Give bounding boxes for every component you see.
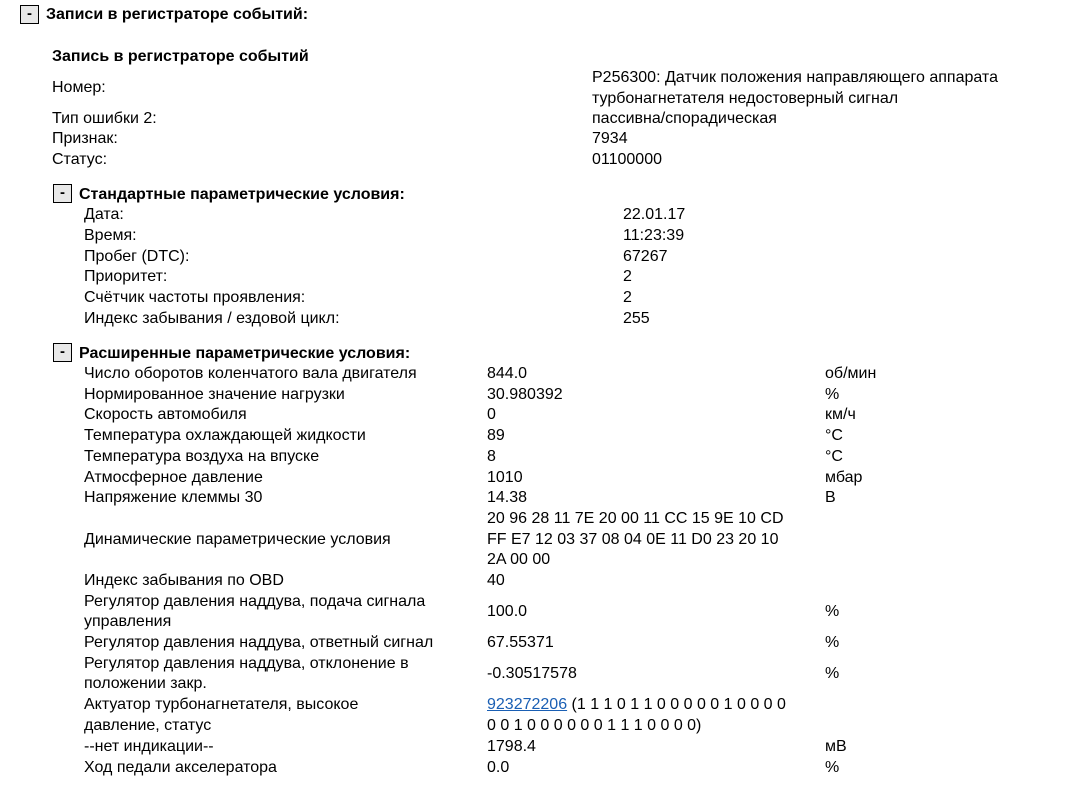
pedal-unit: %	[825, 759, 840, 776]
status-value: 01100000	[592, 151, 662, 168]
actuator-status-line1	[487, 696, 786, 714]
boost-signal-unit: %	[825, 603, 840, 620]
extended-row-unit: °C	[825, 448, 843, 465]
standard-row-label: Пробег (DTC):	[84, 248, 190, 265]
actuator-bits-1: (1 1 1 0 1 1 0 0 0 0 0 1 0 0 0 0	[567, 696, 786, 713]
extended-row-label: Напряжение клеммы 30	[84, 489, 263, 506]
standard-row-label: Индекс забывания / ездовой цикл:	[84, 310, 340, 327]
dynamic-label: Динамические параметрические условия	[84, 531, 391, 548]
record-title: Запись в регистраторе событий	[52, 48, 309, 65]
obd-label: Индекс забывания по OBD	[84, 572, 284, 589]
collapse-main-toggle[interactable]: -	[20, 5, 39, 24]
no-indication-value: 1798.4	[487, 738, 536, 755]
extended-row-unit: мбар	[825, 469, 863, 486]
standard-row-value: 22.01.17	[623, 206, 686, 223]
standard-row-label: Счётчик частоты проявления:	[84, 289, 306, 306]
extended-row-label: Температура охлаждающей жидкости	[84, 427, 366, 444]
no-indication-label: --нет индикации--	[84, 738, 214, 755]
boost-response-unit: %	[825, 634, 840, 651]
extended-row-label: Нормированное значение нагрузки	[84, 386, 345, 403]
actuator-label-line2: давление, статус	[84, 717, 212, 734]
boost-signal-value: 100.0	[487, 603, 528, 620]
boost-response-value: 67.55371	[487, 634, 554, 651]
sign-label: Признак:	[52, 130, 118, 147]
extended-row-value: 8	[487, 448, 496, 465]
extended-row-value: 844.0	[487, 365, 528, 382]
dynamic-hex-line3: 2A 00 00	[487, 551, 551, 568]
main-title: Записи в регистраторе событий:	[46, 6, 309, 23]
extended-row-value: 0	[487, 406, 496, 423]
actuator-bits-2: 0 0 1 0 0 0 0 0 0 1 1 1 0 0 0 0)	[487, 717, 702, 734]
standard-row-value: 2	[623, 289, 632, 306]
boost-deviation-label-line1: Регулятор давления наддува, отклонение в	[84, 655, 409, 672]
actuator-label-line1: Актуатор турбонагнетателя, высокое	[84, 696, 359, 713]
extended-row-value: 30.980392	[487, 386, 563, 403]
extended-row-value: 1010	[487, 469, 523, 486]
boost-signal-label-line2: управления	[84, 613, 172, 630]
extended-row-unit: °C	[825, 427, 843, 444]
no-indication-unit: мВ	[825, 738, 847, 755]
boost-deviation-label-line2: положении закр.	[84, 675, 207, 692]
boost-deviation-unit: %	[825, 665, 840, 682]
status-label: Статус:	[52, 151, 108, 168]
obd-value: 40	[487, 572, 505, 589]
number-value-line1: P256300: Датчик положения направляющего аппарата	[592, 69, 998, 86]
extended-row-unit: км/ч	[825, 406, 856, 423]
standard-row-label: Дата:	[84, 206, 124, 223]
standard-row-value: 255	[623, 310, 650, 327]
extended-row-label: Скорость автомобиля	[84, 406, 247, 423]
extended-row-label: Число оборотов коленчатого вала двигателя	[84, 365, 417, 382]
extended-row-unit: об/мин	[825, 365, 877, 382]
actuator-status-link[interactable]: 923272206	[487, 696, 568, 713]
extended-row-unit: %	[825, 386, 840, 403]
standard-row-value: 11:23:39	[623, 227, 685, 244]
extended-row-value: 14.38	[487, 489, 528, 506]
extended-row-label: Атмосферное давление	[84, 469, 263, 486]
collapse-extended-toggle[interactable]: -	[53, 343, 72, 362]
error-type-label: Тип ошибки 2:	[52, 110, 157, 127]
standard-row-label: Время:	[84, 227, 137, 244]
extended-row-value: 89	[487, 427, 505, 444]
sign-value: 7934	[592, 130, 628, 147]
standard-row-label: Приоритет:	[84, 268, 168, 285]
standard-row-value: 2	[623, 268, 632, 285]
extended-title: Расширенные параметрические условия:	[79, 345, 411, 362]
error-type-value: пассивна/спорадическая	[592, 110, 777, 127]
standard-row-value: 67267	[623, 248, 668, 265]
dynamic-hex-line2: FF E7 12 03 37 08 04 0E 11 D0 23 20 10	[487, 531, 779, 548]
number-label: Номер:	[52, 79, 106, 96]
dynamic-hex-line1: 20 96 28 11 7E 20 00 11 CC 15 9E 10 CD	[487, 510, 784, 527]
boost-response-label: Регулятор давления наддува, ответный сигнал	[84, 634, 434, 651]
boost-signal-label-line1: Регулятор давления наддува, подача сигнала	[84, 593, 426, 610]
pedal-value: 0.0	[487, 759, 510, 776]
pedal-label: Ход педали акселератора	[84, 759, 277, 776]
extended-row-label: Температура воздуха на впуске	[84, 448, 320, 465]
number-value-line2: турбонагнетателя недостоверный сигнал	[592, 90, 899, 107]
collapse-standard-toggle[interactable]: -	[53, 184, 72, 203]
extended-row-unit: В	[825, 489, 836, 506]
boost-deviation-value: -0.30517578	[487, 665, 577, 682]
standard-title: Стандартные параметрические условия:	[79, 186, 405, 203]
